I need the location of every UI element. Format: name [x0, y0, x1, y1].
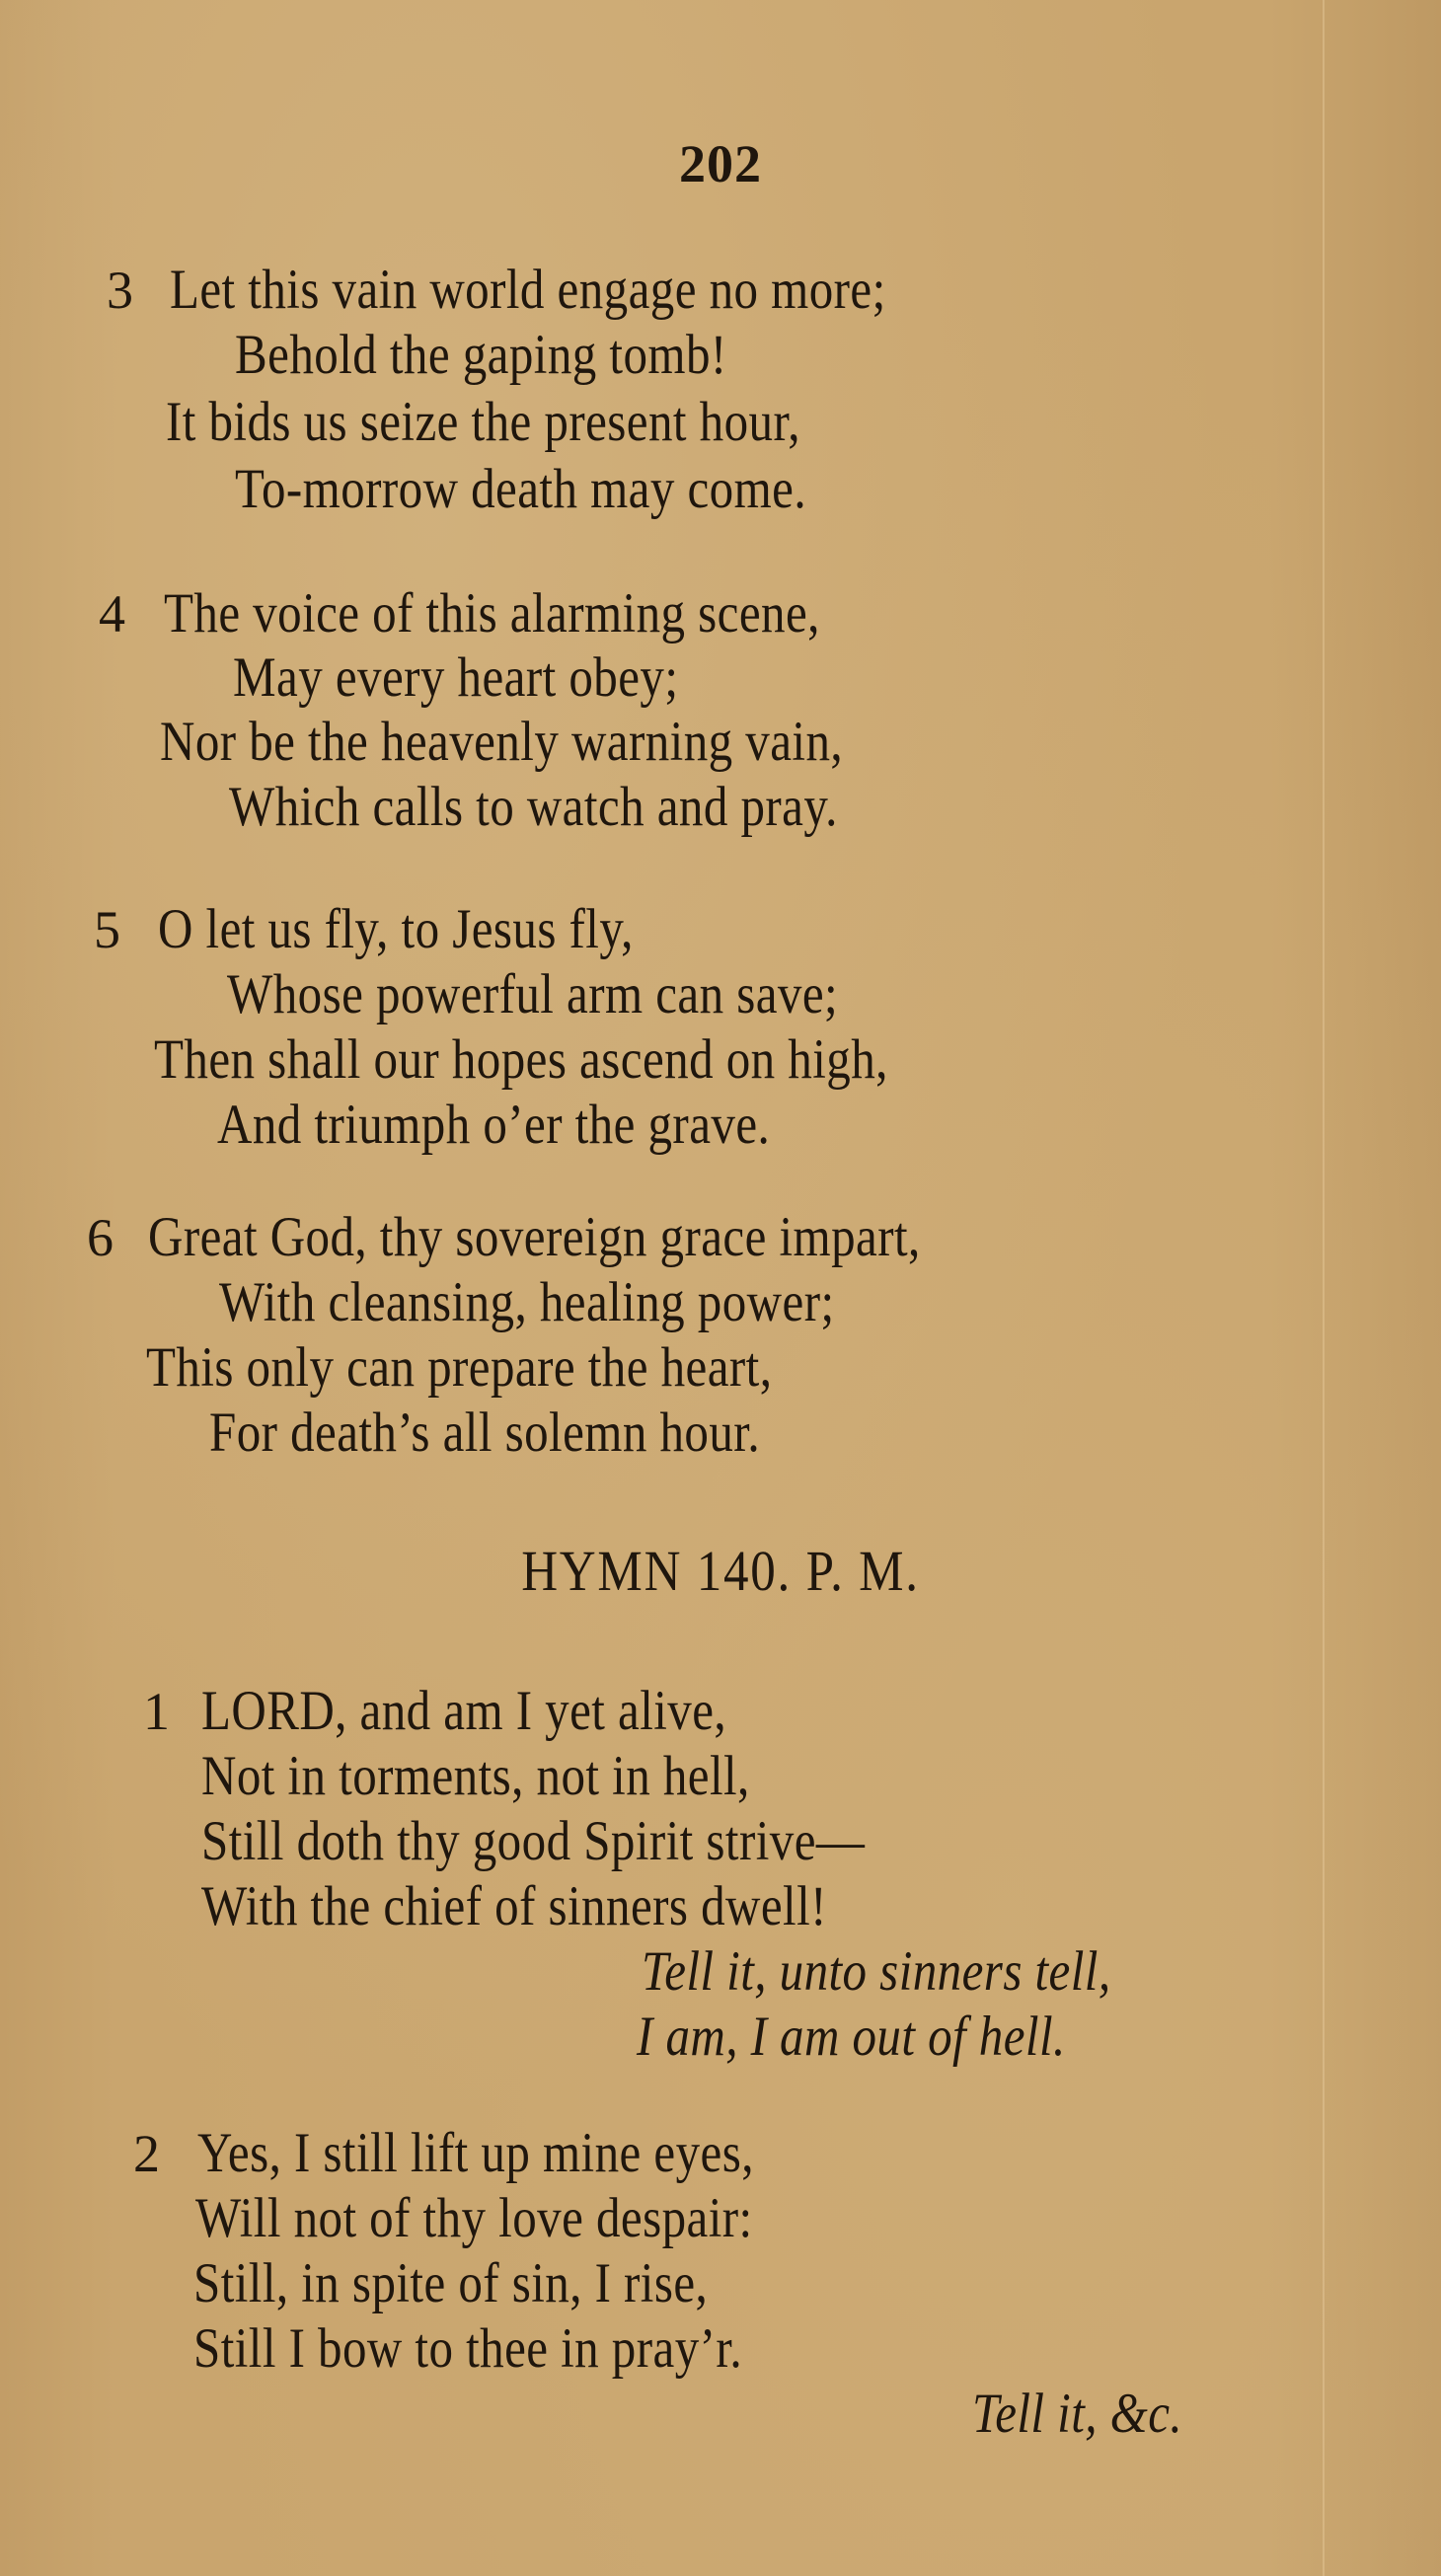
verse-line: To-morrow death may come.: [235, 458, 807, 520]
verse-line: Not in torments, not in hell,: [201, 1745, 750, 1807]
verse-line: Let this vain world engage no more;: [170, 259, 886, 321]
refrain-line: Tell it, &c.: [972, 2383, 1183, 2445]
verse-line: With the chief of sinners dwell!: [201, 1875, 827, 1937]
stanza-number: 6: [87, 1208, 114, 1267]
stanza-number: 4: [99, 584, 125, 644]
verse-line: Still, in spite of sin, I rise,: [193, 2252, 709, 2314]
page-number: 202: [679, 134, 762, 193]
hymn-heading: HYMN 140. P. M.: [521, 1539, 920, 1603]
verse-line: Will not of thy love despair:: [195, 2187, 753, 2249]
stanza-number: 1: [143, 1682, 170, 1741]
verse-line: O let us fly, to Jesus fly,: [158, 898, 634, 960]
verse-line: Still doth thy good Spirit strive—: [201, 1810, 866, 1872]
verse-line: Then shall our hopes ascend on high,: [154, 1028, 888, 1091]
verse-line: Behold the gaping tomb!: [235, 324, 727, 386]
stanza-number: 5: [94, 900, 120, 959]
verse-line: The voice of this alarming scene,: [164, 582, 820, 644]
verse-line: May every heart obey;: [233, 646, 679, 709]
verse-line: Yes, I still lift up mine eyes,: [197, 2122, 754, 2184]
verse-line: Great God, thy sovereign grace impart,: [148, 1206, 921, 1268]
verse-line: It bids us seize the present hour,: [166, 391, 800, 453]
verse-line: Nor be the heavenly warning vain,: [160, 711, 844, 773]
verse-line: With cleansing, healing power;: [219, 1271, 835, 1333]
verse-line: Still I bow to thee in pray’r.: [193, 2317, 743, 2380]
stanza-number: 3: [107, 261, 133, 320]
verse-line: For death’s all solemn hour.: [209, 1402, 761, 1464]
refrain-line: I am, I am out of hell.: [637, 2006, 1066, 2068]
verse-line: LORD, and am I yet alive,: [201, 1680, 727, 1742]
verse-line: Whose powerful arm can save;: [227, 963, 839, 1025]
verse-line: Which calls to watch and pray.: [229, 776, 838, 838]
refrain-line: Tell it, unto sinners tell,: [642, 1940, 1111, 2003]
verse-line: And triumph o’er the grave.: [217, 1094, 771, 1156]
verse-line: This only can prepare the heart,: [146, 1336, 773, 1399]
stanza-number: 2: [133, 2124, 160, 2183]
paper-fold-line: [1323, 0, 1325, 2576]
